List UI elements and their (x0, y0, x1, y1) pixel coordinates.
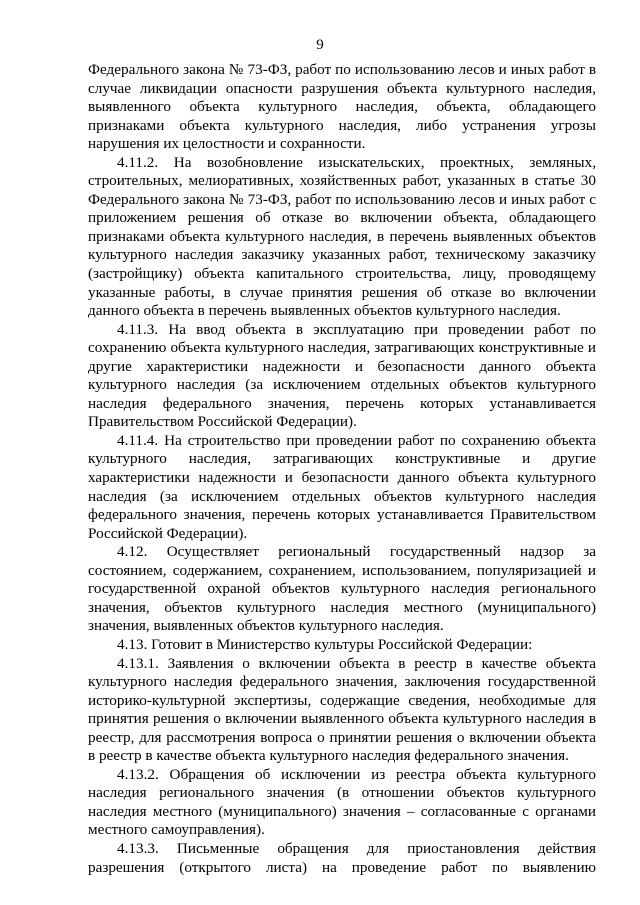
paragraph-4-12: 4.12. Осуществляет региональный государственный надзор за состоянием, содержанием, сохранением, использованием, популяризацией и государственной охраной объектов культурного наследия регионального значения, объектов культурного наследия местного (муниципального) значения, выявленных объектов культурного наследия. (88, 543, 596, 635)
paragraph-4-13-2: 4.13.2. Обращения об исключении из реестра объекта культурного наследия регионального значения (в отношении объектов культурного наследия местного (муниципального) значения – согласованные с органами местного самоуправления). (88, 765, 596, 839)
paragraph-4-13-1: 4.13.1. Заявления о включении объекта в реестр в качестве объекта культурного наследия федерального значения, заключения государственной историко-культурной экспертизы, содержащие сведения, необходимые для принятия решения о включении выявленного объекта культурного наследия в реестр, для рассмотрения вопроса о принятии решения о включении объекта в реестр в качестве объекта культурного наследия федерального значения. (88, 654, 596, 765)
paragraph-4-11-2: 4.11.2. На возобновление изыскательских, проектных, земляных, строительных, мелиоративных, хозяйственных работ, указанных в статье 30 Федерального закона № 73-ФЗ, работ по использованию лесов и иных работ с приложением решения об отказе во включении объекта, обладающего признаками объекта культурного наследия, в перечень выявленных объектов культурного наследия заказчику указанных работ, техническому заказчику (застройщику) объекта капитального строительства, лицу, проводящему указанные работы, в случае принятия решения об отказе во включении данного объекта в перечень выявленных объектов культурного наследия. (88, 153, 596, 320)
page-number: 9 (316, 37, 324, 53)
document-body (88, 61, 596, 877)
paragraph-4-13-3: 4.13.3. Письменные обращения для приостановления действия разрешения (открытого листа) на проведение работ по выявлению (88, 839, 596, 876)
paragraph-continuation: Федерального закона № 73-ФЗ, работ по использованию лесов и иных работ в случае ликвидации опасности разрушения объекта культурного наследия, выявленного объекта культурного наследия, объекта, обладающего признаками объекта культурного наследия, либо устранения угрозы нарушения их целостности и сохранности. (88, 61, 596, 153)
paragraph-4-11-4: 4.11.4. На строительство при проведении работ по сохранению объекта культурного наследия, затрагивающих конструктивные и другие характеристики надежности и безопасности данного объекта культурного наследия (за исключением отдельных объектов культурного наследия федерального значения, перечень которых устанавливается Правительством Российской Федерации). (88, 431, 596, 542)
paragraph-4-11-3: 4.11.3. На ввод объекта в эксплуатацию при проведении работ по сохранению объекта культурного наследия, затрагивающих конструктивные и другие характеристики надежности и безопасности данного объекта культурного наследия (за исключением отдельных объектов культурного наследия федерального значения, перечень которых устанавливается Правительством Российской Федерации). (88, 320, 596, 431)
paragraph-4-13: 4.13. Готовит в Министерство культуры Российской Федерации: (117, 635, 533, 653)
